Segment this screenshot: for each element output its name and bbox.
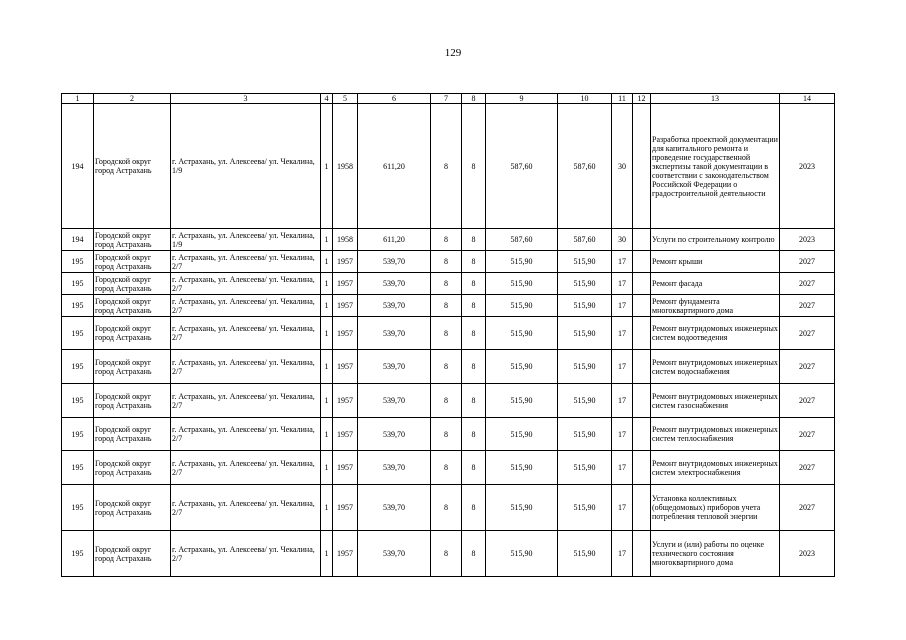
table-row	[62, 229, 835, 251]
cell-address: г. Астрахань, ул. Алексеева/ ул. Чекалина, 2/7	[171, 485, 321, 531]
cell-area-1: 587,60	[486, 104, 558, 229]
cell-c7: 8	[431, 451, 462, 485]
cell-area-1: 515,90	[486, 295, 558, 317]
cell-total-area: 539,70	[358, 418, 431, 451]
cell-c11: 17	[612, 295, 633, 317]
cell-c11: 17	[612, 350, 633, 384]
cell-number: 195	[62, 531, 94, 577]
cell-address: г. Астрахань, ул. Алексеева/ ул. Чекалина, 2/7	[171, 317, 321, 350]
cell-total-area: 539,70	[358, 251, 431, 273]
cell-c12	[633, 418, 651, 451]
cell-c4: 1	[321, 384, 333, 418]
cell-year-planned: 2023	[780, 104, 835, 229]
column-header: 13	[651, 94, 780, 104]
cell-c12	[633, 451, 651, 485]
cell-total-area: 539,70	[358, 384, 431, 418]
cell-number: 194	[62, 229, 94, 251]
cell-total-area: 539,70	[358, 295, 431, 317]
cell-c7: 8	[431, 229, 462, 251]
cell-c4: 1	[321, 350, 333, 384]
cell-area-2: 515,90	[558, 451, 612, 485]
cell-area-2: 515,90	[558, 273, 612, 295]
cell-year-planned: 2027	[780, 485, 835, 531]
cell-year-planned: 2027	[780, 451, 835, 485]
cell-number: 195	[62, 295, 94, 317]
cell-c8: 8	[462, 350, 486, 384]
cell-c11: 17	[612, 485, 633, 531]
cell-c7: 8	[431, 485, 462, 531]
cell-number: 195	[62, 317, 94, 350]
cell-work-type: Услуги по строительному контролю	[651, 229, 780, 251]
cell-year: 1957	[333, 418, 358, 451]
cell-c4: 1	[321, 418, 333, 451]
cell-work-type: Ремонт крыши	[651, 251, 780, 273]
cell-address: г. Астрахань, ул. Алексеева/ ул. Чекалина, 1/9	[171, 229, 321, 251]
cell-c8: 8	[462, 531, 486, 577]
cell-year: 1958	[333, 104, 358, 229]
cell-total-area: 611,20	[358, 229, 431, 251]
cell-area-1: 515,90	[486, 485, 558, 531]
cell-c11: 17	[612, 451, 633, 485]
cell-c11: 17	[612, 418, 633, 451]
cell-work-type: Услуги и (или) работы по оценке технического состояния многоквартирного дома	[651, 531, 780, 577]
cell-year: 1957	[333, 350, 358, 384]
cell-c12	[633, 350, 651, 384]
cell-area-1: 587,60	[486, 229, 558, 251]
cell-address: г. Астрахань, ул. Алексеева/ ул. Чекалина, 1/9	[171, 104, 321, 229]
cell-c7: 8	[431, 251, 462, 273]
cell-address: г. Астрахань, ул. Алексеева/ ул. Чекалина, 2/7	[171, 451, 321, 485]
cell-address: г. Астрахань, ул. Алексеева/ ул. Чекалина, 2/7	[171, 251, 321, 273]
cell-work-type: Ремонт внутридомовых инженерных систем электроснабжения	[651, 451, 780, 485]
cell-year-planned: 2027	[780, 317, 835, 350]
cell-year: 1957	[333, 251, 358, 273]
column-header: 3	[171, 94, 321, 104]
cell-year: 1957	[333, 317, 358, 350]
cell-total-area: 539,70	[358, 485, 431, 531]
cell-c7: 8	[431, 350, 462, 384]
cell-year: 1957	[333, 531, 358, 577]
cell-c7: 8	[431, 317, 462, 350]
cell-area-2: 515,90	[558, 350, 612, 384]
column-header: 1	[62, 94, 94, 104]
cell-c11: 17	[612, 251, 633, 273]
cell-municipality: Городской округ город Астрахань	[94, 104, 171, 229]
cell-municipality: Городской округ город Астрахань	[94, 295, 171, 317]
cell-c4: 1	[321, 531, 333, 577]
cell-municipality: Городской округ город Астрахань	[94, 251, 171, 273]
cell-work-type: Ремонт внутридомовых инженерных систем теплоснабжения	[651, 418, 780, 451]
cell-area-2: 515,90	[558, 251, 612, 273]
cell-c12	[633, 251, 651, 273]
cell-area-1: 515,90	[486, 384, 558, 418]
column-header: 6	[358, 94, 431, 104]
cell-total-area: 539,70	[358, 451, 431, 485]
cell-c12	[633, 295, 651, 317]
column-header: 4	[321, 94, 333, 104]
cell-number: 195	[62, 384, 94, 418]
cell-year: 1957	[333, 295, 358, 317]
cell-c8: 8	[462, 317, 486, 350]
cell-work-type: Ремонт внутридомовых инженерных систем водоснабжения	[651, 350, 780, 384]
cell-c7: 8	[431, 295, 462, 317]
cell-municipality: Городской округ город Астрахань	[94, 485, 171, 531]
cell-year: 1958	[333, 229, 358, 251]
cell-c4: 1	[321, 317, 333, 350]
cell-c8: 8	[462, 104, 486, 229]
cell-total-area: 539,70	[358, 350, 431, 384]
table-row	[62, 531, 835, 577]
cell-address: г. Астрахань, ул. Алексеева/ ул. Чекалина, 2/7	[171, 273, 321, 295]
cell-address: г. Астрахань, ул. Алексеева/ ул. Чекалина, 2/7	[171, 295, 321, 317]
cell-c12	[633, 485, 651, 531]
cell-municipality: Городской округ город Астрахань	[94, 350, 171, 384]
cell-c7: 8	[431, 418, 462, 451]
cell-year: 1957	[333, 384, 358, 418]
cell-c12	[633, 104, 651, 229]
cell-c4: 1	[321, 295, 333, 317]
cell-area-2: 515,90	[558, 384, 612, 418]
cell-c7: 8	[431, 273, 462, 295]
cell-c8: 8	[462, 229, 486, 251]
cell-total-area: 539,70	[358, 273, 431, 295]
cell-area-1: 515,90	[486, 350, 558, 384]
cell-work-type: Ремонт фасада	[651, 273, 780, 295]
cell-c8: 8	[462, 418, 486, 451]
cell-area-1: 515,90	[486, 451, 558, 485]
cell-address: г. Астрахань, ул. Алексеева/ ул. Чекалина, 2/7	[171, 350, 321, 384]
table-row	[62, 350, 835, 384]
cell-year-planned: 2027	[780, 350, 835, 384]
cell-municipality: Городской округ город Астрахань	[94, 451, 171, 485]
cell-area-2: 587,60	[558, 104, 612, 229]
cell-number: 195	[62, 273, 94, 295]
column-header: 12	[633, 94, 651, 104]
cell-c11: 17	[612, 273, 633, 295]
column-header: 14	[780, 94, 835, 104]
column-header: 11	[612, 94, 633, 104]
cell-work-type: Установка коллективных (общедомовых) приборов учета потребления тепловой энергии	[651, 485, 780, 531]
cell-municipality: Городской округ город Астрахань	[94, 317, 171, 350]
cell-area-2: 515,90	[558, 317, 612, 350]
cell-c4: 1	[321, 104, 333, 229]
cell-c8: 8	[462, 251, 486, 273]
cell-area-1: 515,90	[486, 251, 558, 273]
cell-municipality: Городской округ город Астрахань	[94, 418, 171, 451]
cell-area-1: 515,90	[486, 273, 558, 295]
cell-c7: 8	[431, 384, 462, 418]
table-row	[62, 384, 835, 418]
cell-area-2: 515,90	[558, 295, 612, 317]
table-row	[62, 451, 835, 485]
column-header: 2	[94, 94, 171, 104]
cell-municipality: Городской округ город Астрахань	[94, 229, 171, 251]
cell-area-1: 515,90	[486, 317, 558, 350]
cell-c4: 1	[321, 229, 333, 251]
cell-c11: 17	[612, 384, 633, 418]
table-row	[62, 485, 835, 531]
cell-address: г. Астрахань, ул. Алексеева/ ул. Чекалина, 2/7	[171, 531, 321, 577]
cell-number: 195	[62, 418, 94, 451]
cell-number: 195	[62, 451, 94, 485]
cell-c8: 8	[462, 273, 486, 295]
column-header: 5	[333, 94, 358, 104]
cell-year-planned: 2027	[780, 295, 835, 317]
cell-c11: 30	[612, 229, 633, 251]
cell-c12	[633, 273, 651, 295]
cell-municipality: Городской округ город Астрахань	[94, 384, 171, 418]
cell-year-planned: 2023	[780, 531, 835, 577]
cell-year: 1957	[333, 273, 358, 295]
cell-total-area: 539,70	[358, 317, 431, 350]
cell-c4: 1	[321, 251, 333, 273]
cell-area-2: 515,90	[558, 485, 612, 531]
cell-area-2: 515,90	[558, 531, 612, 577]
cell-year-planned: 2027	[780, 418, 835, 451]
table-header-row	[62, 94, 835, 104]
cell-c4: 1	[321, 451, 333, 485]
table-row	[62, 251, 835, 273]
cell-c11: 30	[612, 104, 633, 229]
cell-c8: 8	[462, 451, 486, 485]
cell-c7: 8	[431, 531, 462, 577]
cell-year-planned: 2023	[780, 229, 835, 251]
cell-area-1: 515,90	[486, 531, 558, 577]
cell-c8: 8	[462, 295, 486, 317]
cell-total-area: 539,70	[358, 531, 431, 577]
table-row	[62, 317, 835, 350]
cell-number: 194	[62, 104, 94, 229]
cell-number: 195	[62, 485, 94, 531]
cell-address: г. Астрахань, ул. Алексеева/ ул. Чекалина, 2/7	[171, 418, 321, 451]
column-header: 8	[462, 94, 486, 104]
page-number: 129	[444, 47, 462, 59]
table-row	[62, 295, 835, 317]
column-header: 9	[486, 94, 558, 104]
cell-total-area: 611,20	[358, 104, 431, 229]
table-row	[62, 418, 835, 451]
cell-c12	[633, 229, 651, 251]
cell-c12	[633, 317, 651, 350]
cell-year: 1957	[333, 485, 358, 531]
cell-address: г. Астрахань, ул. Алексеева/ ул. Чекалина, 2/7	[171, 384, 321, 418]
column-header: 7	[431, 94, 462, 104]
cell-c7: 8	[431, 104, 462, 229]
cell-area-1: 515,90	[486, 418, 558, 451]
cell-c12	[633, 384, 651, 418]
table-row	[62, 104, 835, 229]
cell-c4: 1	[321, 485, 333, 531]
cell-c8: 8	[462, 485, 486, 531]
cell-year-planned: 2027	[780, 273, 835, 295]
table-row	[62, 273, 835, 295]
cell-c11: 17	[612, 531, 633, 577]
register-table	[61, 93, 835, 577]
cell-year-planned: 2027	[780, 251, 835, 273]
column-header: 10	[558, 94, 612, 104]
cell-number: 195	[62, 251, 94, 273]
cell-c12	[633, 531, 651, 577]
cell-work-type: Ремонт внутридомовых инженерных систем газоснабжения	[651, 384, 780, 418]
cell-year-planned: 2027	[780, 384, 835, 418]
cell-municipality: Городской округ город Астрахань	[94, 531, 171, 577]
cell-number: 195	[62, 350, 94, 384]
cell-year: 1957	[333, 451, 358, 485]
cell-work-type: Ремонт внутридомовых инженерных систем водоотведения	[651, 317, 780, 350]
cell-area-2: 515,90	[558, 418, 612, 451]
cell-work-type: Разработка проектной документации для капитального ремонта и проведение государственной экспертизы такой документации в соответствии с законодательством Российской Федерации о градостроительной деятельности	[651, 104, 780, 229]
cell-c4: 1	[321, 273, 333, 295]
cell-area-2: 587,60	[558, 229, 612, 251]
cell-municipality: Городской округ город Астрахань	[94, 273, 171, 295]
cell-c8: 8	[462, 384, 486, 418]
cell-c11: 17	[612, 317, 633, 350]
cell-work-type: Ремонт фундамента многоквартирного дома	[651, 295, 780, 317]
